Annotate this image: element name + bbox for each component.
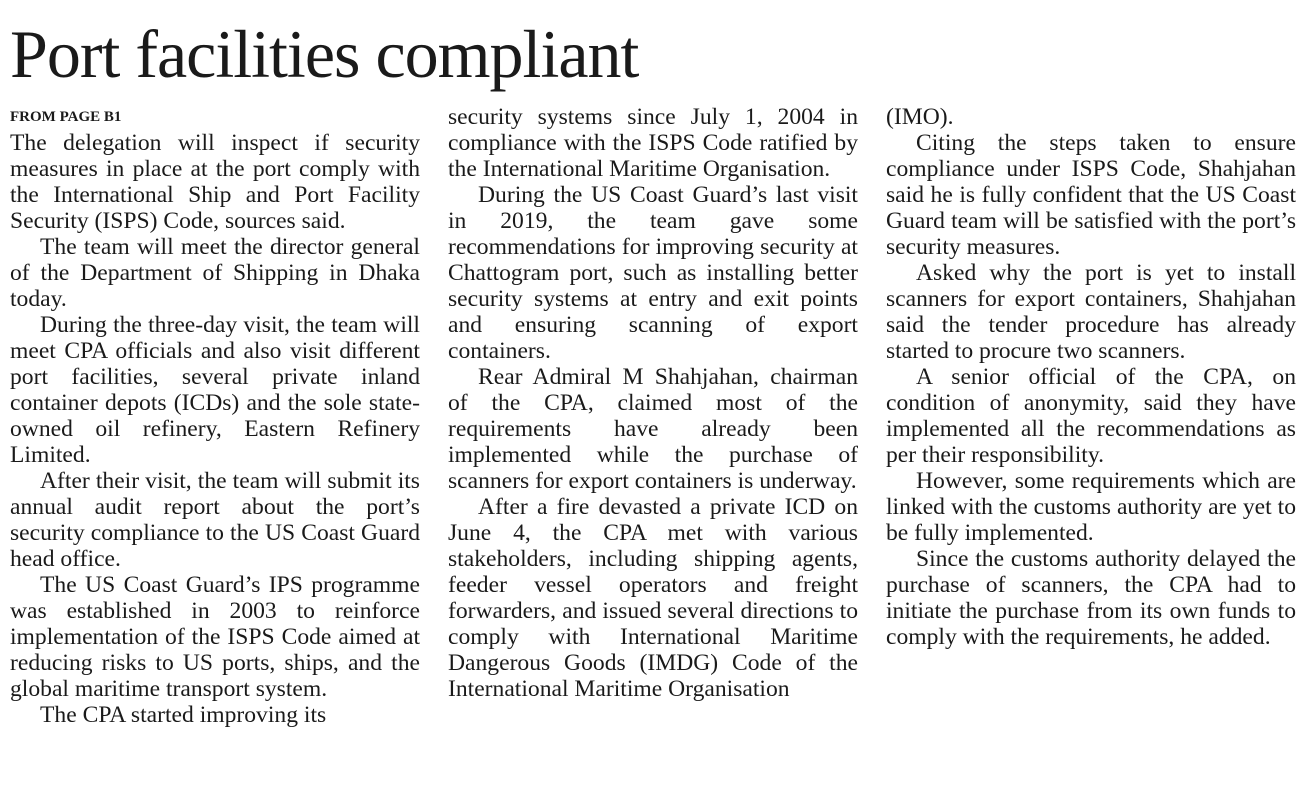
paragraph: (IMO). xyxy=(886,104,954,130)
paragraph: However, some requirements which are linked with the customs authority are yet to be fully implemented. xyxy=(886,468,1296,546)
kicker: FROM PAGE B1 xyxy=(10,109,122,125)
article-column-1 xyxy=(10,104,420,728)
article-column-3 xyxy=(886,104,1296,650)
headline: Port facilities compliant xyxy=(10,16,639,92)
paragraph: security systems since July 1, 2004 in compliance with the ISPS Code ratified by the International Maritime Organisation. xyxy=(448,104,858,182)
paragraph: The team will meet the director general of the Department of Shipping in Dhaka today. xyxy=(10,234,420,312)
article-column-2 xyxy=(448,104,858,702)
paragraph: After their visit, the team will submit its annual audit report about the port’s security compliance to the US Coast Guard head office. xyxy=(10,468,420,572)
paragraph: Citing the steps taken to ensure compliance under ISPS Code, Shahjahan said he is fully confident that the US Coast Guard team will be satisfied with the port’s security measures. xyxy=(886,130,1296,260)
paragraph: During the three-day visit, the team will meet CPA officials and also visit different port facilities, several private inland container depots (ICDs) and the sole state-owned oil refinery, Eastern Refinery Limited. xyxy=(10,312,420,468)
paragraph: The CPA started improving its xyxy=(40,702,327,728)
paragraph: After a fire devasted a private ICD on June 4, the CPA met with various stakeholders, including shipping agents, feeder vessel operators and freight forwarders, and issued several directions to comply with International Maritime Dangerous Goods (IMDG) Code of the International Maritime Organisation xyxy=(448,494,858,702)
paragraph: Since the customs authority delayed the purchase of scanners, the CPA had to initiate the purchase from its own funds to comply with the requirements, he added. xyxy=(886,546,1296,650)
paragraph: The US Coast Guard’s IPS programme was established in 2003 to reinforce implementation of the ISPS Code aimed at reducing risks to US ports, ships, and the global maritime transport system. xyxy=(10,572,420,702)
paragraph: The delegation will inspect if security measures in place at the port comply with the International Ship and Port Facility Security (ISPS) Code, sources said. xyxy=(10,130,420,234)
paragraph: A senior official of the CPA, on condition of anonymity, said they have implemented all the recommendations as per their responsibility. xyxy=(886,364,1296,468)
paragraph: During the US Coast Guard’s last visit in 2019, the team gave some recommendations for improving security at Chattogram port, such as installing better security systems at entry and exit points and ensuring scanning of export containers. xyxy=(448,182,858,364)
paragraph: Rear Admiral M Shahjahan, chairman of the CPA, claimed most of the requirements have already been implemented while the purchase of scanners for export containers is underway. xyxy=(448,364,858,494)
paragraph: Asked why the port is yet to install scanners for export containers, Shahjahan said the tender procedure has already started to procure two scanners. xyxy=(886,260,1296,364)
